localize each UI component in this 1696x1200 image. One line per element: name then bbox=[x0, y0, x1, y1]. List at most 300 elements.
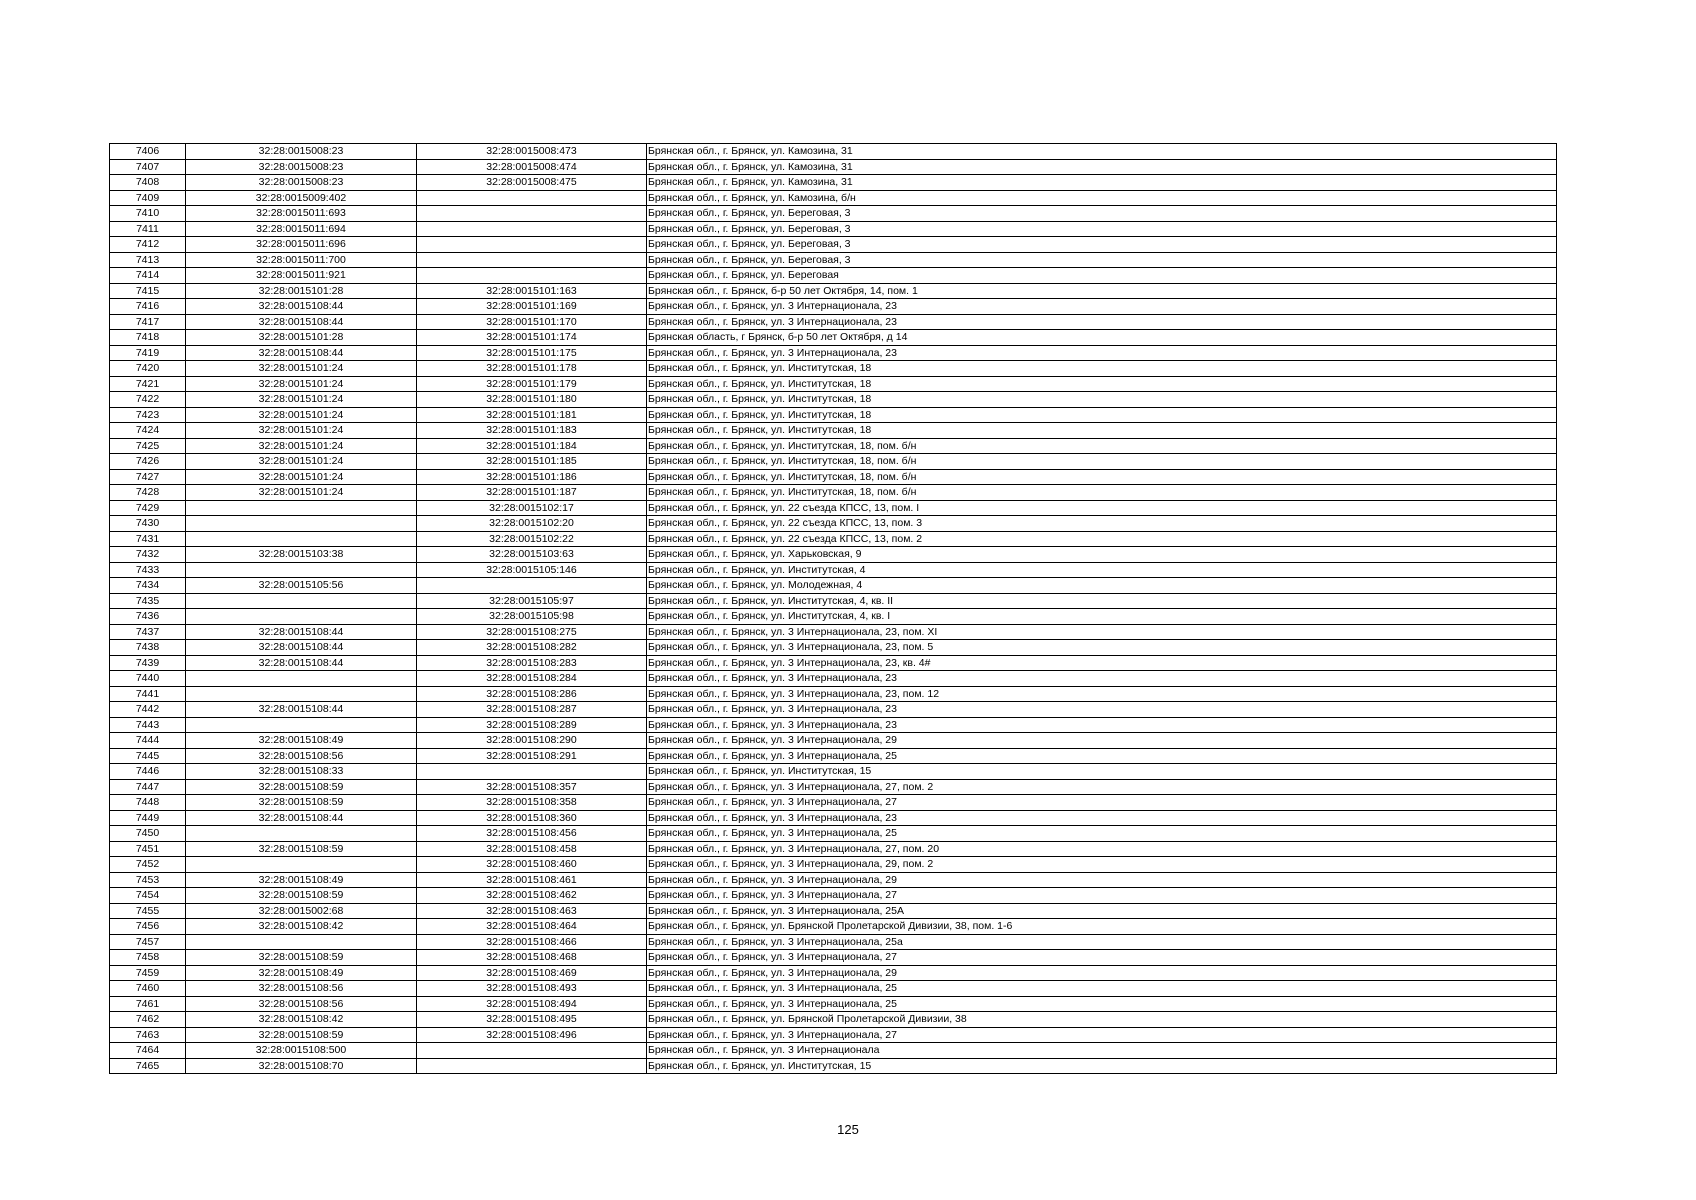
address-cell: Брянская обл., г. Брянск, ул. Институтская, 18, пом. б/н bbox=[647, 469, 1557, 485]
table-row bbox=[110, 764, 1557, 780]
row-number-cell: 7445 bbox=[110, 748, 186, 764]
address-cell: Брянская обл., г. Брянск, ул. Институтская, 18 bbox=[647, 407, 1557, 423]
object-number-cell: 32:28:0015108:286 bbox=[417, 686, 647, 702]
parcel-number-cell bbox=[186, 717, 417, 733]
row-number-cell: 7461 bbox=[110, 996, 186, 1012]
address-cell: Брянская обл., г. Брянск, ул. 3 Интернационала, 25 bbox=[647, 826, 1557, 842]
object-number-cell: 32:28:0015101:184 bbox=[417, 438, 647, 454]
address-cell: Брянская обл., г. Брянск, ул. 3 Интернационала, 29 bbox=[647, 965, 1557, 981]
table-row bbox=[110, 981, 1557, 997]
row-number-cell: 7450 bbox=[110, 826, 186, 842]
row-number-cell: 7443 bbox=[110, 717, 186, 733]
table-row bbox=[110, 686, 1557, 702]
parcel-number-cell: 32:28:0015011:696 bbox=[186, 237, 417, 253]
row-number-cell: 7454 bbox=[110, 888, 186, 904]
row-number-cell: 7411 bbox=[110, 221, 186, 237]
object-number-cell: 32:28:0015108:358 bbox=[417, 795, 647, 811]
object-number-cell bbox=[417, 268, 647, 284]
address-cell: Брянская обл., г. Брянск, ул. Береговая, 3 bbox=[647, 206, 1557, 222]
table-row bbox=[110, 469, 1557, 485]
object-number-cell: 32:28:0015101:178 bbox=[417, 361, 647, 377]
parcel-number-cell: 32:28:0015008:23 bbox=[186, 159, 417, 175]
address-cell: Брянская обл., г. Брянск, ул. 3 Интернационала, 23 bbox=[647, 702, 1557, 718]
row-number-cell: 7452 bbox=[110, 857, 186, 873]
address-cell: Брянская обл., г. Брянск, ул. Институтская, 18 bbox=[647, 361, 1557, 377]
table-row bbox=[110, 950, 1557, 966]
parcel-number-cell: 32:28:0015101:24 bbox=[186, 485, 417, 501]
parcel-number-cell: 32:28:0015108:44 bbox=[186, 314, 417, 330]
object-number-cell: 32:28:0015108:461 bbox=[417, 872, 647, 888]
row-number-cell: 7456 bbox=[110, 919, 186, 935]
parcel-number-cell bbox=[186, 671, 417, 687]
row-number-cell: 7446 bbox=[110, 764, 186, 780]
object-number-cell: 32:28:0015101:169 bbox=[417, 299, 647, 315]
object-number-cell: 32:28:0015108:466 bbox=[417, 934, 647, 950]
object-number-cell: 32:28:0015108:463 bbox=[417, 903, 647, 919]
registry-table bbox=[109, 143, 1557, 1074]
address-cell: Брянская обл., г. Брянск, ул. Береговая, 3 bbox=[647, 237, 1557, 253]
object-number-cell: 32:28:0015108:458 bbox=[417, 841, 647, 857]
row-number-cell: 7437 bbox=[110, 624, 186, 640]
parcel-number-cell: 32:28:0015108:49 bbox=[186, 872, 417, 888]
parcel-number-cell: 32:28:0015101:24 bbox=[186, 469, 417, 485]
table-row bbox=[110, 159, 1557, 175]
row-number-cell: 7442 bbox=[110, 702, 186, 718]
parcel-number-cell: 32:28:0015011:921 bbox=[186, 268, 417, 284]
parcel-number-cell: 32:28:0015108:56 bbox=[186, 981, 417, 997]
table-row bbox=[110, 345, 1557, 361]
table-row bbox=[110, 717, 1557, 733]
row-number-cell: 7462 bbox=[110, 1012, 186, 1028]
address-cell: Брянская обл., г. Брянск, ул. Молодежная, 4 bbox=[647, 578, 1557, 594]
table-row bbox=[110, 407, 1557, 423]
address-cell: Брянская обл., г. Брянск, ул. Институтская, 4, кв. I bbox=[647, 609, 1557, 625]
address-cell: Брянская обл., г. Брянск, ул. Брянской Пролетарской Дивизии, 38, пом. 1-6 bbox=[647, 919, 1557, 935]
parcel-number-cell: 32:28:0015108:59 bbox=[186, 950, 417, 966]
parcel-number-cell: 32:28:0015108:59 bbox=[186, 779, 417, 795]
object-number-cell: 32:28:0015108:456 bbox=[417, 826, 647, 842]
object-number-cell: 32:28:0015108:275 bbox=[417, 624, 647, 640]
object-number-cell: 32:28:0015108:462 bbox=[417, 888, 647, 904]
address-cell: Брянская обл., г. Брянск, ул. Харьковская, 9 bbox=[647, 547, 1557, 563]
address-cell: Брянская обл., г. Брянск, ул. Институтская, 18, пом. б/н bbox=[647, 438, 1557, 454]
address-cell: Брянская обл., г. Брянск, ул. Камозина, 31 bbox=[647, 159, 1557, 175]
row-number-cell: 7413 bbox=[110, 252, 186, 268]
object-number-cell bbox=[417, 252, 647, 268]
parcel-number-cell: 32:28:0015011:693 bbox=[186, 206, 417, 222]
object-number-cell: 32:28:0015101:175 bbox=[417, 345, 647, 361]
parcel-number-cell: 32:28:0015108:44 bbox=[186, 624, 417, 640]
address-cell: Брянская обл., г. Брянск, ул. Береговая, 3 bbox=[647, 252, 1557, 268]
row-number-cell: 7424 bbox=[110, 423, 186, 439]
table-row bbox=[110, 810, 1557, 826]
table-row bbox=[110, 655, 1557, 671]
object-number-cell: 32:28:0015101:180 bbox=[417, 392, 647, 408]
table-row bbox=[110, 779, 1557, 795]
table-row bbox=[110, 593, 1557, 609]
parcel-number-cell: 32:28:0015101:24 bbox=[186, 454, 417, 470]
parcel-number-cell: 32:28:0015108:44 bbox=[186, 299, 417, 315]
row-number-cell: 7412 bbox=[110, 237, 186, 253]
object-number-cell: 32:28:0015102:17 bbox=[417, 500, 647, 516]
row-number-cell: 7431 bbox=[110, 531, 186, 547]
row-number-cell: 7421 bbox=[110, 376, 186, 392]
object-number-cell bbox=[417, 764, 647, 780]
address-cell: Брянская обл., г. Брянск, ул. Камозина, 31 bbox=[647, 144, 1557, 160]
row-number-cell: 7420 bbox=[110, 361, 186, 377]
row-number-cell: 7433 bbox=[110, 562, 186, 578]
row-number-cell: 7465 bbox=[110, 1058, 186, 1074]
row-number-cell: 7460 bbox=[110, 981, 186, 997]
parcel-number-cell bbox=[186, 531, 417, 547]
parcel-number-cell: 32:28:0015108:59 bbox=[186, 1027, 417, 1043]
table-row bbox=[110, 965, 1557, 981]
row-number-cell: 7418 bbox=[110, 330, 186, 346]
row-number-cell: 7439 bbox=[110, 655, 186, 671]
address-cell: Брянская обл., г. Брянск, ул. 3 Интернационала, 23 bbox=[647, 717, 1557, 733]
parcel-number-cell: 32:28:0015108:44 bbox=[186, 640, 417, 656]
object-number-cell: 32:28:0015101:186 bbox=[417, 469, 647, 485]
address-cell: Брянская обл., г. Брянск, ул. Береговая, 3 bbox=[647, 221, 1557, 237]
row-number-cell: 7436 bbox=[110, 609, 186, 625]
parcel-number-cell: 32:28:0015108:42 bbox=[186, 1012, 417, 1028]
parcel-number-cell: 32:28:0015101:28 bbox=[186, 283, 417, 299]
parcel-number-cell: 32:28:0015101:24 bbox=[186, 423, 417, 439]
object-number-cell: 32:28:0015108:495 bbox=[417, 1012, 647, 1028]
address-cell: Брянская обл., г. Брянск, ул. 3 Интернационала, 23, пом. 12 bbox=[647, 686, 1557, 702]
object-number-cell: 32:28:0015108:291 bbox=[417, 748, 647, 764]
row-number-cell: 7453 bbox=[110, 872, 186, 888]
table-row bbox=[110, 888, 1557, 904]
table-row bbox=[110, 531, 1557, 547]
object-number-cell: 32:28:0015105:146 bbox=[417, 562, 647, 578]
object-number-cell: 32:28:0015108:357 bbox=[417, 779, 647, 795]
parcel-number-cell bbox=[186, 686, 417, 702]
table-row bbox=[110, 299, 1557, 315]
table-row bbox=[110, 562, 1557, 578]
row-number-cell: 7415 bbox=[110, 283, 186, 299]
row-number-cell: 7423 bbox=[110, 407, 186, 423]
row-number-cell: 7426 bbox=[110, 454, 186, 470]
row-number-cell: 7422 bbox=[110, 392, 186, 408]
table-row bbox=[110, 252, 1557, 268]
table-row bbox=[110, 795, 1557, 811]
row-number-cell: 7438 bbox=[110, 640, 186, 656]
object-number-cell: 32:28:0015008:473 bbox=[417, 144, 647, 160]
parcel-number-cell: 32:28:0015108:49 bbox=[186, 965, 417, 981]
table-row bbox=[110, 733, 1557, 749]
table-row bbox=[110, 702, 1557, 718]
address-cell: Брянская обл., г. Брянск, ул. 22 съезда КПСС, 13, пом. 2 bbox=[647, 531, 1557, 547]
address-cell: Брянская обл., г. Брянск, ул. Институтская, 15 bbox=[647, 1058, 1557, 1074]
row-number-cell: 7406 bbox=[110, 144, 186, 160]
table-row bbox=[110, 1058, 1557, 1074]
parcel-number-cell bbox=[186, 609, 417, 625]
table-row bbox=[110, 841, 1557, 857]
parcel-number-cell: 32:28:0015011:700 bbox=[186, 252, 417, 268]
parcel-number-cell bbox=[186, 562, 417, 578]
row-number-cell: 7425 bbox=[110, 438, 186, 454]
row-number-cell: 7432 bbox=[110, 547, 186, 563]
parcel-number-cell: 32:28:0015108:59 bbox=[186, 795, 417, 811]
address-cell: Брянская обл., г. Брянск, ул. Камозина, б/н bbox=[647, 190, 1557, 206]
table-row bbox=[110, 640, 1557, 656]
address-cell: Брянская обл., г. Брянск, ул. 3 Интернационала, 25 bbox=[647, 981, 1557, 997]
address-cell: Брянская обл., г. Брянск, ул. 3 Интернационала, 23 bbox=[647, 314, 1557, 330]
parcel-number-cell bbox=[186, 516, 417, 532]
row-number-cell: 7435 bbox=[110, 593, 186, 609]
parcel-number-cell: 32:28:0015105:56 bbox=[186, 578, 417, 594]
address-cell: Брянская обл., г. Брянск, ул. Институтская, 18, пом. б/н bbox=[647, 485, 1557, 501]
table-row bbox=[110, 314, 1557, 330]
parcel-number-cell: 32:28:0015108:44 bbox=[186, 702, 417, 718]
address-cell: Брянская обл., г. Брянск, ул. 3 Интернационала, 23 bbox=[647, 810, 1557, 826]
row-number-cell: 7440 bbox=[110, 671, 186, 687]
address-cell: Брянская обл., г. Брянск, ул. 22 съезда КПСС, 13, пом. I bbox=[647, 500, 1557, 516]
table-row bbox=[110, 826, 1557, 842]
row-number-cell: 7455 bbox=[110, 903, 186, 919]
address-cell: Брянская обл., г. Брянск, ул. Институтская, 18, пом. б/н bbox=[647, 454, 1557, 470]
row-number-cell: 7434 bbox=[110, 578, 186, 594]
object-number-cell: 32:28:0015101:163 bbox=[417, 283, 647, 299]
parcel-number-cell: 32:28:0015108:49 bbox=[186, 733, 417, 749]
object-number-cell: 32:28:0015008:475 bbox=[417, 175, 647, 191]
address-cell: Брянская обл., г. Брянск, ул. Институтская, 4, кв. II bbox=[647, 593, 1557, 609]
parcel-number-cell: 32:28:0015009:402 bbox=[186, 190, 417, 206]
table-row bbox=[110, 609, 1557, 625]
row-number-cell: 7408 bbox=[110, 175, 186, 191]
row-number-cell: 7464 bbox=[110, 1043, 186, 1059]
table-row bbox=[110, 919, 1557, 935]
table-row bbox=[110, 500, 1557, 516]
table-row bbox=[110, 438, 1557, 454]
row-number-cell: 7417 bbox=[110, 314, 186, 330]
address-cell: Брянская обл., г. Брянск, ул. 3 Интернационала, 29 bbox=[647, 872, 1557, 888]
object-number-cell: 32:28:0015108:493 bbox=[417, 981, 647, 997]
table-row bbox=[110, 454, 1557, 470]
object-number-cell: 32:28:0015101:183 bbox=[417, 423, 647, 439]
object-number-cell: 32:28:0015108:287 bbox=[417, 702, 647, 718]
object-number-cell: 32:28:0015108:289 bbox=[417, 717, 647, 733]
address-cell: Брянская обл., г. Брянск, ул. 3 Интернационала, 25 bbox=[647, 996, 1557, 1012]
object-number-cell: 32:28:0015108:464 bbox=[417, 919, 647, 935]
row-number-cell: 7416 bbox=[110, 299, 186, 315]
table-row bbox=[110, 996, 1557, 1012]
object-number-cell: 32:28:0015108:360 bbox=[417, 810, 647, 826]
address-cell: Брянская обл., г. Брянск, ул. 3 Интернационала, 23, пом. XI bbox=[647, 624, 1557, 640]
table-row bbox=[110, 1012, 1557, 1028]
table-row bbox=[110, 175, 1557, 191]
row-number-cell: 7458 bbox=[110, 950, 186, 966]
object-number-cell bbox=[417, 1043, 647, 1059]
object-number-cell bbox=[417, 1058, 647, 1074]
object-number-cell: 32:28:0015108:290 bbox=[417, 733, 647, 749]
address-cell: Брянская обл., г. Брянск, ул. 3 Интернационала, 27, пом. 2 bbox=[647, 779, 1557, 795]
parcel-number-cell: 32:28:0015108:42 bbox=[186, 919, 417, 935]
object-number-cell bbox=[417, 221, 647, 237]
parcel-number-cell: 32:28:0015101:24 bbox=[186, 376, 417, 392]
table-row bbox=[110, 268, 1557, 284]
object-number-cell: 32:28:0015101:185 bbox=[417, 454, 647, 470]
address-cell: Брянская обл., г. Брянск, ул. 3 Интернационала, 23, кв. 4# bbox=[647, 655, 1557, 671]
table-row bbox=[110, 671, 1557, 687]
parcel-number-cell: 32:28:0015101:28 bbox=[186, 330, 417, 346]
object-number-cell: 32:28:0015108:460 bbox=[417, 857, 647, 873]
object-number-cell bbox=[417, 578, 647, 594]
object-number-cell: 32:28:0015008:474 bbox=[417, 159, 647, 175]
parcel-number-cell: 32:28:0015108:56 bbox=[186, 748, 417, 764]
parcel-number-cell: 32:28:0015108:56 bbox=[186, 996, 417, 1012]
object-number-cell: 32:28:0015108:468 bbox=[417, 950, 647, 966]
table-row bbox=[110, 547, 1557, 563]
parcel-number-cell: 32:28:0015108:70 bbox=[186, 1058, 417, 1074]
address-cell: Брянская обл., г. Брянск, ул. 3 Интернационала, 29, пом. 2 bbox=[647, 857, 1557, 873]
table-row bbox=[110, 221, 1557, 237]
table-row bbox=[110, 872, 1557, 888]
row-number-cell: 7447 bbox=[110, 779, 186, 795]
parcel-number-cell: 32:28:0015108:44 bbox=[186, 655, 417, 671]
parcel-number-cell: 32:28:0015008:23 bbox=[186, 175, 417, 191]
object-number-cell: 32:28:0015108:284 bbox=[417, 671, 647, 687]
parcel-number-cell bbox=[186, 500, 417, 516]
address-cell: Брянская обл., г. Брянск, ул. 3 Интернационала, 23 bbox=[647, 671, 1557, 687]
row-number-cell: 7419 bbox=[110, 345, 186, 361]
table-row bbox=[110, 144, 1557, 160]
row-number-cell: 7463 bbox=[110, 1027, 186, 1043]
parcel-number-cell: 32:28:0015108:59 bbox=[186, 888, 417, 904]
row-number-cell: 7407 bbox=[110, 159, 186, 175]
address-cell: Брянская обл., г. Брянск, ул. 3 Интернационала, 25А bbox=[647, 903, 1557, 919]
object-number-cell: 32:28:0015102:22 bbox=[417, 531, 647, 547]
object-number-cell: 32:28:0015102:20 bbox=[417, 516, 647, 532]
address-cell: Брянская обл., г. Брянск, ул. 3 Интернационала, 23 bbox=[647, 345, 1557, 361]
page-number: 125 bbox=[837, 1122, 859, 1137]
address-cell: Брянская обл., г. Брянск, ул. 3 Интернационала, 27 bbox=[647, 888, 1557, 904]
object-number-cell bbox=[417, 190, 647, 206]
parcel-number-cell: 32:28:0015011:694 bbox=[186, 221, 417, 237]
address-cell: Брянская обл., г. Брянск, ул. Брянской Пролетарской Дивизии, 38 bbox=[647, 1012, 1557, 1028]
object-number-cell: 32:28:0015101:174 bbox=[417, 330, 647, 346]
object-number-cell: 32:28:0015101:170 bbox=[417, 314, 647, 330]
row-number-cell: 7414 bbox=[110, 268, 186, 284]
parcel-number-cell: 32:28:0015101:24 bbox=[186, 361, 417, 377]
parcel-number-cell: 32:28:0015108:500 bbox=[186, 1043, 417, 1059]
table-row bbox=[110, 206, 1557, 222]
parcel-number-cell: 32:28:0015101:24 bbox=[186, 438, 417, 454]
address-cell: Брянская обл., г. Брянск, ул. Институтская, 18 bbox=[647, 376, 1557, 392]
address-cell: Брянская область, г Брянск, б-р 50 лет Октября, д 14 bbox=[647, 330, 1557, 346]
table-row bbox=[110, 190, 1557, 206]
object-number-cell: 32:28:0015108:469 bbox=[417, 965, 647, 981]
address-cell: Брянская обл., г. Брянск, ул. Камозина, 31 bbox=[647, 175, 1557, 191]
address-cell: Брянская обл., г. Брянск, ул. 3 Интернационала bbox=[647, 1043, 1557, 1059]
object-number-cell: 32:28:0015108:494 bbox=[417, 996, 647, 1012]
table-row bbox=[110, 237, 1557, 253]
object-number-cell: 32:28:0015108:496 bbox=[417, 1027, 647, 1043]
address-cell: Брянская обл., г. Брянск, ул. 3 Интернационала, 27 bbox=[647, 1027, 1557, 1043]
parcel-number-cell: 32:28:0015108:59 bbox=[186, 841, 417, 857]
address-cell: Брянская обл., г. Брянск, б-р 50 лет Октября, 14, пом. 1 bbox=[647, 283, 1557, 299]
address-cell: Брянская обл., г. Брянск, ул. 3 Интернационала, 27 bbox=[647, 950, 1557, 966]
parcel-number-cell bbox=[186, 857, 417, 873]
row-number-cell: 7448 bbox=[110, 795, 186, 811]
object-number-cell: 32:28:0015108:283 bbox=[417, 655, 647, 671]
table-row bbox=[110, 624, 1557, 640]
parcel-number-cell: 32:28:0015008:23 bbox=[186, 144, 417, 160]
table-row bbox=[110, 423, 1557, 439]
row-number-cell: 7410 bbox=[110, 206, 186, 222]
row-number-cell: 7451 bbox=[110, 841, 186, 857]
address-cell: Брянская обл., г. Брянск, ул. 3 Интернационала, 27 bbox=[647, 795, 1557, 811]
object-number-cell: 32:28:0015105:97 bbox=[417, 593, 647, 609]
row-number-cell: 7441 bbox=[110, 686, 186, 702]
table-row bbox=[110, 578, 1557, 594]
row-number-cell: 7428 bbox=[110, 485, 186, 501]
table-row bbox=[110, 516, 1557, 532]
row-number-cell: 7409 bbox=[110, 190, 186, 206]
object-number-cell: 32:28:0015101:181 bbox=[417, 407, 647, 423]
parcel-number-cell: 32:28:0015108:44 bbox=[186, 810, 417, 826]
address-cell: Брянская обл., г. Брянск, ул. 3 Интернационала, 25а bbox=[647, 934, 1557, 950]
parcel-number-cell bbox=[186, 934, 417, 950]
address-cell: Брянская обл., г. Брянск, ул. Институтская, 18 bbox=[647, 423, 1557, 439]
address-cell: Брянская обл., г. Брянск, ул. Институтская, 4 bbox=[647, 562, 1557, 578]
row-number-cell: 7457 bbox=[110, 934, 186, 950]
parcel-number-cell bbox=[186, 826, 417, 842]
table-row bbox=[110, 361, 1557, 377]
parcel-number-cell: 32:28:0015103:38 bbox=[186, 547, 417, 563]
row-number-cell: 7429 bbox=[110, 500, 186, 516]
object-number-cell: 32:28:0015103:63 bbox=[417, 547, 647, 563]
row-number-cell: 7430 bbox=[110, 516, 186, 532]
parcel-number-cell: 32:28:0015002:68 bbox=[186, 903, 417, 919]
parcel-number-cell: 32:28:0015101:24 bbox=[186, 392, 417, 408]
parcel-number-cell: 32:28:0015101:24 bbox=[186, 407, 417, 423]
table-row bbox=[110, 1043, 1557, 1059]
table-row bbox=[110, 330, 1557, 346]
registry-table-body bbox=[110, 144, 1557, 1074]
table-row bbox=[110, 283, 1557, 299]
table-row bbox=[110, 1027, 1557, 1043]
row-number-cell: 7459 bbox=[110, 965, 186, 981]
parcel-number-cell: 32:28:0015108:33 bbox=[186, 764, 417, 780]
address-cell: Брянская обл., г. Брянск, ул. 3 Интернационала, 23, пом. 5 bbox=[647, 640, 1557, 656]
object-number-cell: 32:28:0015105:98 bbox=[417, 609, 647, 625]
table-row bbox=[110, 376, 1557, 392]
object-number-cell: 32:28:0015101:187 bbox=[417, 485, 647, 501]
address-cell: Брянская обл., г. Брянск, ул. 3 Интернационала, 23 bbox=[647, 299, 1557, 315]
table-row bbox=[110, 934, 1557, 950]
object-number-cell bbox=[417, 237, 647, 253]
address-cell: Брянская обл., г. Брянск, ул. 3 Интернационала, 27, пом. 20 bbox=[647, 841, 1557, 857]
row-number-cell: 7449 bbox=[110, 810, 186, 826]
parcel-number-cell bbox=[186, 593, 417, 609]
address-cell: Брянская обл., г. Брянск, ул. 22 съезда КПСС, 13, пом. 3 bbox=[647, 516, 1557, 532]
object-number-cell: 32:28:0015101:179 bbox=[417, 376, 647, 392]
address-cell: Брянская обл., г. Брянск, ул. Береговая bbox=[647, 268, 1557, 284]
address-cell: Брянская обл., г. Брянск, ул. Институтская, 15 bbox=[647, 764, 1557, 780]
address-cell: Брянская обл., г. Брянск, ул. 3 Интернационала, 29 bbox=[647, 733, 1557, 749]
address-cell: Брянская обл., г. Брянск, ул. 3 Интернационала, 25 bbox=[647, 748, 1557, 764]
table-row bbox=[110, 857, 1557, 873]
table-row bbox=[110, 903, 1557, 919]
parcel-number-cell: 32:28:0015108:44 bbox=[186, 345, 417, 361]
object-number-cell: 32:28:0015108:282 bbox=[417, 640, 647, 656]
table-row bbox=[110, 485, 1557, 501]
table-row bbox=[110, 392, 1557, 408]
row-number-cell: 7427 bbox=[110, 469, 186, 485]
table-row bbox=[110, 748, 1557, 764]
